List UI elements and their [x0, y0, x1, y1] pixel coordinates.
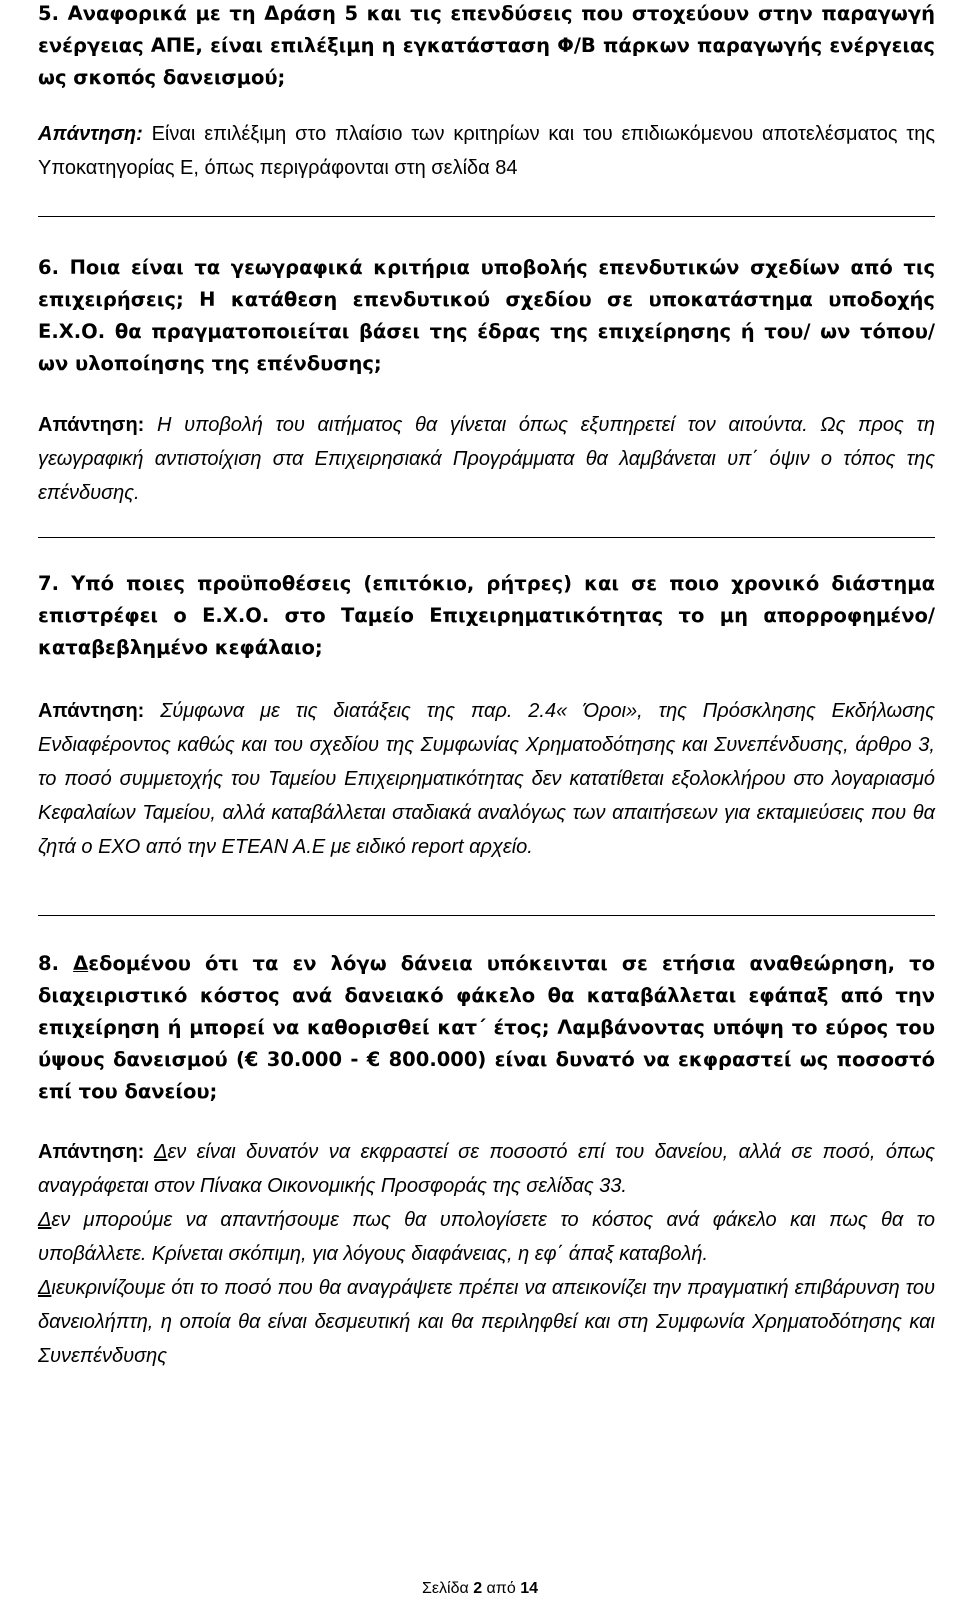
question-6	[38, 252, 935, 380]
question-7-text: 7. Υπό ποιες προϋποθέσεις (επιτόκιο, ρήτρες) και σε ποιο χρονικό διάστημα επιστρέφει ο Ε.Χ.Ο. στο Ταμείο Επιχειρηματικότητας το μη απορροφημένο/ καταβεβλημένο κεφάλαιο;	[38, 572, 935, 659]
answer-8-paragraph-2	[38, 1203, 935, 1271]
footer-total-pages: 14	[520, 1580, 538, 1597]
answer-7-text: Σύμφωνα με τις διατάξεις της παρ. 2.4« Όροι», της Πρόσκλησης Εκδήλωσης Ενδιαφέροντος καθώς και του σχεδίου της Συμφωνίας Χρηματοδότησης και Συνεπένδυσης, άρθρο 3, το ποσό συμμετοχής του Ταμείου Επιχειρηματικότητας δεν κατατίθεται εξολοκλήρου στο λογαριασμό Κεφαλαίων Ταμείου, αλλά καταβάλλεται σταδιακά αναλόγως των απαιτήσεων για εκταμιεύσεις που θα ζητά ο ΕΧΟ από την ΕΤΕΑΝ Α.Ε με ειδικό report αρχείο.	[38, 700, 935, 858]
answer-7	[38, 694, 935, 864]
question-5-text: 5. Αναφορικά με τη Δράση 5 και τις επενδύσεις που στοχεύουν στην παραγωγή ενέργειας ΑΠΕ, είναι επιλέξιμη η εγκατάσταση Φ/Β πάρκων παραγωγής ενέργειας ως σκοπός δανεισμού;	[38, 2, 935, 89]
question-8-initial: Δ	[73, 952, 89, 975]
answer-5	[38, 117, 935, 185]
answer-5-label: Απάντηση:	[38, 123, 143, 145]
page-footer	[0, 1580, 960, 1598]
question-6-text: 6. Ποια είναι τα γεωγραφικά κριτήρια υποβολής επενδυτικών σχεδίων από τις επιχειρήσεις; Η κατάθεση επενδυτικού σχεδίου σε υποκατάστημα υποδοχής Ε.Χ.Ο. θα πραγματοποιείται βάσει της έδρας της επιχείρησης ή του/ ων τόπου/ ων υλοποίησης της επένδυσης;	[38, 256, 935, 375]
question-8-text: εδομένου ότι τα εν λόγω δάνεια υπόκεινται σε ετήσια αναθεώρηση, το διαχειριστικό κόστος ανά δανειακό φάκελο θα καταβάλλεται εφάπαξ από την επιχείρηση ή μπορεί να καθορισθεί κατ΄ έτος; Λαμβάνοντας υπόψη το εύρος του ύψους δανεισμού (€ 30.000 - € 800.000) είναι δυνατό να εκφραστεί ως ποσοστό επί του δανείου;	[38, 952, 935, 1103]
question-5	[38, 0, 935, 94]
footer-page-number: 2	[473, 1580, 483, 1597]
question-7	[38, 568, 935, 664]
separator-rule	[38, 915, 935, 916]
answer-8-p2-initial: Δ	[38, 1209, 52, 1231]
answer-8-label: Απάντηση:	[38, 1141, 145, 1163]
separator-rule	[38, 216, 935, 217]
answer-6-label: Απάντηση:	[38, 414, 145, 436]
answer-5-text: Είναι επιλέξιμη στο πλαίσιο των κριτηρίων και του επιδιωκόμενου αποτελέσματος της Υποκατηγορίας Ε, όπως περιγράφονται στη σελίδα 84	[38, 123, 935, 179]
answer-7-label: Απάντηση:	[38, 700, 145, 722]
answer-8-p3-text: ιευκρινίζουμε ότι το ποσό που θα αναγράψετε πρέπει να απεικονίζει την πραγματική επιβάρυνση του δανειολήπτη, η οποία θα είναι δεσμευτική και θα περιληφθεί και στη Συμφωνία Χρηματοδότησης και Συνεπένδυσης	[38, 1277, 935, 1367]
footer-of-word: από	[486, 1580, 516, 1597]
footer-page-word: Σελίδα	[422, 1580, 469, 1597]
answer-6	[38, 408, 935, 510]
answer-8-p1-initial: Δ	[154, 1141, 168, 1163]
question-8	[38, 948, 935, 1108]
question-8-number: 8.	[38, 952, 59, 975]
answer-8-paragraph-3	[38, 1271, 935, 1373]
answer-8	[38, 1135, 935, 1373]
answer-8-p2-text: εν μπορούμε να απαντήσουμε πως θα υπολογίσετε το κόστος ανά φάκελο και πως θα το υποβάλλετε. Κρίνεται σκόπιμη, για λόγους διαφάνειας, η εφ΄ άπαξ καταβολή.	[38, 1209, 935, 1265]
answer-8-paragraph-1	[38, 1135, 935, 1203]
answer-8-p3-initial: Δ	[38, 1277, 52, 1299]
answer-6-text: Η υποβολή του αιτήματος θα γίνεται όπως εξυπηρετεί τον αιτούντα. Ως προς τη γεωγραφική αντιστοίχιση στα Επιχειρησιακά Προγράμματα θα λαμβάνεται υπ΄ όψιν ο τόπος της επένδυσης.	[38, 414, 935, 504]
answer-8-p1-text: εν είναι δυνατόν να εκφραστεί σε ποσοστό επί του δανείου, αλλά σε ποσό, όπως αναγράφεται στον Πίνακα Οικονομικής Προσφοράς της σελίδας 33.	[38, 1141, 935, 1197]
separator-rule	[38, 537, 935, 538]
